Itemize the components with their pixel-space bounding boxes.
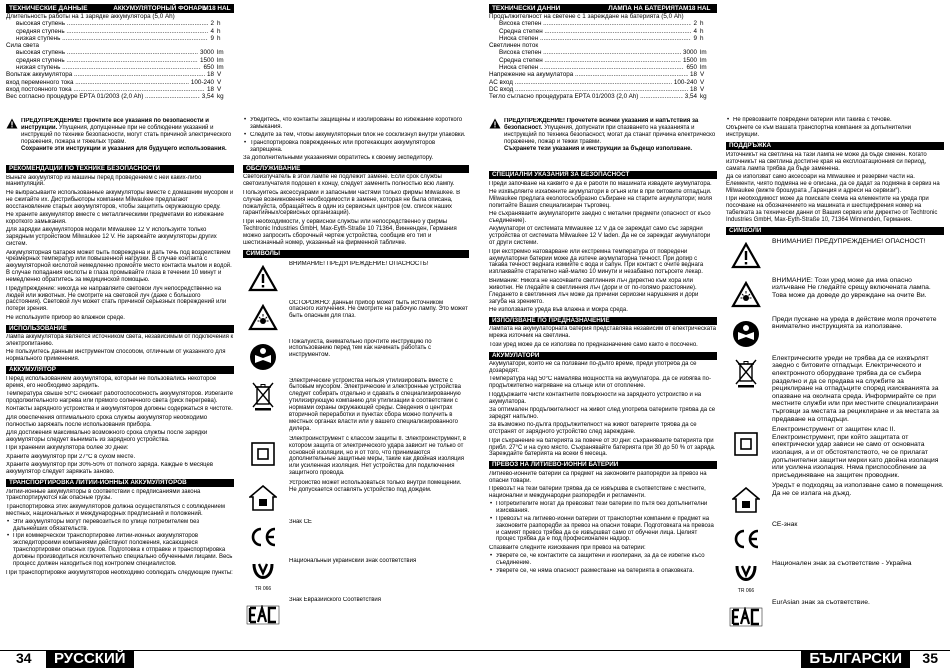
spec-label: Ниска степен ..... — [489, 35, 691, 42]
symbol-text: Знак CE — [289, 519, 312, 526]
spec-row — [489, 71, 717, 78]
spec-unit: h — [217, 27, 221, 35]
spec-label: Ниска степен ..... — [489, 64, 684, 71]
symbol-row — [243, 558, 469, 594]
spec-value: 650 — [203, 64, 214, 72]
spec-row — [6, 28, 234, 35]
paragraph: Предупреждение: никогда не направляйте световой луч непосредственно на людей или животных. Не смотрите на световой луч (даже с большого расстояния). Световой луч может стать причиной серьезных повреждений или потери зрения. — [6, 285, 227, 313]
spec-row — [6, 13, 234, 20]
spec-unit: V — [700, 71, 705, 79]
bullet-item: • При коммерческой транспортировке литий-ионных аккумуляторов экспедиторскими компаниями действуют положения, касающиеся транспортировки опасных грузов. Подготовка к отправке и транспортировка должны производиться исключительно специально обученными лицами. Весь процесс должен находиться под контролем специалистов. — [6, 533, 234, 568]
section-heading: АКУМУЛАТОРИ — [489, 352, 717, 360]
spec-row — [6, 35, 234, 42]
ce-mark-icon — [243, 519, 283, 555]
paragraph: Внимание: Никога не насочвайте светлинния лъч директно към хора или животни. Не гледайте в светлинния лъч (дори и от по-голямо разстояние). Гледането в светлинния лъч може да причини сериозни нарушения и дори загуба на зрението. — [489, 277, 699, 305]
symbol-row — [243, 597, 469, 633]
spec-row — [489, 28, 717, 35]
paragraph: За дополнительными указаниями обратитесь к своему экспедитору. — [243, 155, 434, 162]
paragraph: Този уред може да се използва по предназначение само както е посочено. — [489, 341, 698, 348]
spec-value: 1500 — [199, 56, 214, 64]
spec-header — [6, 4, 234, 13]
warning-block — [489, 118, 717, 153]
paragraph: Храните аккумулятор при 27°C в сухом месте. — [6, 453, 136, 460]
page-language: РУССКИЙ — [46, 650, 134, 668]
spec-label: высокая ступень ..... — [6, 49, 198, 56]
spec-rows — [489, 13, 717, 101]
spec-header-product: ЛАМПА НА БАТЕРИЯТА — [608, 5, 684, 12]
paragraph: Пользуйтесь аксессуарами и запасными частями только фирмы Milwaukee. В случае возникновения необходимости в замене, которая не была описана, пожалуйста, обращайтесь в один из сервисных центров (см. список наших гарантийных/сервисных организаций). — [243, 189, 461, 217]
ce-mark-icon — [726, 521, 766, 557]
symbol-text: Устройство может использоваться только внутри помещений. Не допускается оставлять устройство под дождем. — [289, 480, 462, 494]
spec-label: Вольтаж аккумулятора ..... — [6, 71, 205, 78]
spec-unit: V — [700, 85, 705, 93]
spec-row — [489, 42, 717, 49]
paragraph: За възможно по-дълга продължителност на живот батериите трябва да се отстранят от зарядното устройство след зареждане. — [489, 422, 697, 436]
spec-unit: h — [700, 34, 704, 42]
warning-block — [6, 118, 234, 153]
paragraph: Светоизлучатель в этой лампе не подлежит замене. Если срок службы светоизлучателя подошел к концу, следует заменить полностью всю лампу. — [243, 174, 455, 188]
section-heading: РЕКОМЕНДАЦИИ ПО ТЕХНИКЕ БЕЗОПАСНОСТИ — [6, 165, 234, 173]
spec-header-title: ТЕХНИЧЕСКИ ДАННИ — [492, 5, 561, 12]
spec-unit: lm — [700, 49, 707, 57]
warning-text — [504, 118, 717, 153]
symbol-row — [243, 261, 469, 297]
paragraph: Не выбрасывайте использованные аккумуляторы вместе с домашним мусором и не сжигайте их. Дистрибьюторы компании Milwaukee предлагают восстановление старых аккумуляторов, чтобы защитить окружающую среду. — [6, 189, 234, 210]
spec-row — [6, 42, 234, 49]
spec-unit: lm — [700, 56, 707, 64]
symbol-row — [726, 238, 944, 274]
spec-value: 650 — [686, 64, 697, 72]
spec-row — [6, 79, 234, 86]
weee-bin-icon — [726, 355, 766, 391]
spec-label: низкая ступень ..... — [6, 64, 201, 71]
paragraph: При необходимост може да поискате схема на елементите на уреда при посочване на обозначението на машината и шестцифрения номер на табелката за технически данни от Вашия сервиз или директно от Techtronic Industries GmbH, Max-Eyth-Straße 10, 71364 Winnenden, Германия. — [726, 196, 938, 223]
spec-label: вход переменного тока ..... — [6, 79, 189, 86]
spec-value: 18 — [689, 85, 697, 93]
spec-row — [489, 64, 717, 71]
warning-triangle-icon — [489, 118, 501, 129]
paragraph: Не храните аккумулятор вместе с металлическими предметами во избежание короткого замыкания. — [6, 212, 224, 225]
spec-label: высокая ступень ..... — [6, 20, 208, 27]
spec-rows — [6, 13, 234, 101]
paragraph: Для обеспечения оптимального срока службы аккумулятор необходимо полностью заряжать после использования прибора. — [6, 414, 208, 428]
paragraph: Перед использованием аккумулятора, который не пользовались некоторое время, его необходимо зарядить. — [6, 375, 217, 389]
symbol-text: Електрическите уреди не трябва да се изхвърлят заедно с битовите отпадъци. Електрическото и електронното оборудване трябва да се събира разделно и да се предава на службите за рециклиране на отпадъците според изискванията за опазване на околната среда. Информирайте се при местните служби или при местните специализирани търговци за местата за рециклиране и за местата за предаване на отпадъци. — [772, 354, 939, 423]
symbols-list — [243, 261, 469, 634]
column-2 — [726, 116, 944, 642]
paragraph: Източникът на светлина на тази лампа не може да бъде сменен. Когато източникът на светлина достигне края на експлоатационния си период, самата лампа трябва да бъде заменена. — [726, 151, 927, 172]
spec-label: Вес согласно процедуре EPTA 01/2003 (2,0 Ah) ..... — [6, 93, 200, 100]
paragraph: Лампа аккумулятора является источником света, независимым от подключения к электропитанию. — [6, 334, 234, 348]
bullet-item: • Убедитесь, что контакты защищены и изолированы во избежание короткого замыкания. — [243, 117, 469, 131]
symbol-text: ВНИМАНИЕ! ПРЕДУПРЕЖДЕНИЕ! ОПАСНОСТЬ! — [289, 260, 429, 267]
spec-label: вход постоянного тока ..... — [6, 86, 205, 93]
symbol-text: ВНИМАНИЕ! ПРЕДУПРЕЖДЕНИЕ! ОПАСНОСТ! — [772, 237, 926, 245]
light-warning-icon — [726, 277, 766, 313]
symbol-row — [726, 426, 944, 479]
bullet-item: • Не превозвайте повредени батерии или такива с течове. — [726, 117, 944, 124]
spec-row — [489, 49, 717, 56]
spec-row — [489, 35, 717, 42]
spec-label: Напрежение на акумулатора ..... — [489, 71, 688, 78]
page-footer — [475, 650, 950, 670]
spec-value: 3000 — [682, 49, 697, 57]
paragraph: Да се използват само аксесоари на Milwaukee и резервни части на. Елементи, чиято подмяна не е описана, да се дадат за подмяна в сервиз на Milwaukee (вижте брошурата „Гаранция и адреси на сервизи“). — [726, 173, 940, 194]
bullet-item: • Уверете се, че няма опасност разместване на батерията в опаковката. — [489, 568, 717, 575]
warning-triangle-icon — [6, 118, 18, 129]
paragraph: При транспортировке аккумуляторов необходимо соблюдать следующие пункты: — [6, 569, 233, 576]
spec-value: 2 — [210, 20, 214, 28]
eac-mark-icon — [243, 597, 283, 633]
spec-unit: lm — [217, 49, 224, 57]
spec-header-product: АККУМУЛЯТОРНЫЙ ФОНАРЬ — [113, 5, 207, 12]
symbol-text: ОСТОРОЖНО: данный прибор может быть источником опасного излучения. Не смотрите на рабочую лампу. Это может быть опасным для глаз. — [289, 299, 468, 320]
paragraph: Лампата на акумулаторната батерия представлява независим от електрическата мрежа източник на светлина. — [489, 326, 716, 340]
safety-warning — [489, 118, 717, 153]
section-heading: СИМВОЛЫ — [243, 250, 469, 258]
spec-row — [6, 93, 234, 100]
spec-label: низкая ступень ..... — [6, 35, 208, 42]
spec-unit — [214, 42, 234, 49]
section-heading: ИЗПОЛЗВАНЕ ПО ПРЕДНАЗНАЧЕНИЕ — [489, 317, 717, 325]
symbol-row — [243, 300, 469, 336]
spec-unit: V — [700, 78, 705, 86]
spec-unit: kg — [700, 93, 707, 101]
symbol-row — [726, 521, 944, 557]
class-ii-icon — [243, 436, 283, 472]
spec-value: 4 — [210, 27, 214, 35]
spec-value: 3,54 — [201, 93, 214, 101]
class-ii-icon — [726, 426, 766, 462]
symbol-row — [243, 378, 469, 433]
read-manual-icon — [726, 316, 766, 352]
spec-row — [489, 79, 717, 86]
spec-row — [6, 71, 234, 78]
spec-row — [489, 57, 717, 64]
spec-label: AC вход ..... — [489, 79, 672, 86]
spec-unit: h — [217, 34, 221, 42]
spec-value: 100-240 — [673, 78, 697, 86]
spec-label: Продължителност на светене с 1 зареждане на батерията (5,0 Ah) — [489, 13, 684, 20]
weee-bin-icon — [243, 378, 283, 414]
spec-unit — [697, 42, 717, 49]
page-footer — [0, 650, 475, 670]
paragraph: За оптимален продължителност на живот след употреба батериите трябва да се заредят напълно. — [489, 406, 716, 420]
symbol-row — [243, 480, 469, 516]
spec-row — [489, 20, 717, 27]
spec-unit: V — [217, 78, 222, 86]
ua-conformity-icon — [726, 560, 766, 596]
spec-unit: lm — [217, 64, 224, 72]
spec-unit — [214, 13, 234, 20]
spec-table — [489, 4, 717, 101]
spec-header-model: M18 HAL — [203, 5, 231, 12]
symbol-text: Национален знак за съответствие - Украйна — [772, 560, 912, 568]
column-1 — [6, 162, 234, 642]
symbol-text: Национальный украинский знак соответствия — [289, 558, 417, 565]
paragraph: Температура свыше 50°C снижает работоспособность аккумуляторов. Избегайте продолжительного нагрева или прямого солнечного света (риск перегрева). — [6, 391, 233, 404]
paragraph: Для зарядки аккумуляторов модели Milwaukee 12 V используйте только зарядным устройством Milwaukee 12 V. Не заряжайте аккумуляторы других систем. — [6, 227, 217, 248]
warning-body: Упущения, допущенные при не соблюдении указаний и инструкций по технике безопасности, могут стать причиной электрического поражения, пожара и тяжелых травм. — [21, 124, 232, 145]
spec-unit: h — [700, 20, 704, 28]
spec-value: 9 — [210, 34, 214, 42]
spec-label: Висока степен ..... — [489, 20, 691, 27]
paragraph: Обърнете се към Вашата транспортна компания за допълнителни инструкции. — [726, 125, 911, 139]
paragraph: Не пользуйтесь данным инструментом способом, отличным от указанного для нормального применения. — [6, 349, 226, 363]
paragraph: Выньте аккумулятор из машины перед проведением с ней каких-либо манипуляций. — [6, 174, 202, 188]
paragraph: Транспортировка этих аккумуляторов должна осуществляться с соблюдением местных, национальных и международных предписаний и положений. — [6, 503, 225, 517]
bullet-item: • Уверете се, че контактите са защитени и изолирани, за да се избегне късо съединение. — [489, 553, 717, 567]
paragraph: Аккумуляторная батарея может быть повреждена и дать течь под воздействием чрезмерных температур или повышенной нагрузки. В случае контакта с аккумуляторной кислотой немедленно промойте место контакта мылом и водой. В случае попадания кислоты в глаза промывайте глаза в течении 10 минут и немедленно обратитесь за медицинской помощью. — [6, 249, 232, 284]
symbol-row — [726, 355, 944, 423]
page-number: 35 — [922, 650, 938, 666]
spec-header-title: ТЕХНИЧЕСКИЕ ДАННЫЕ — [9, 5, 88, 12]
spec-unit: h — [217, 20, 221, 28]
symbol-text: Электроинструмент с классом защиты II. Электроинструмент, в котором защита от электрического удара зависит не только от основной изоляции, но и от того, что принимаются дополнительные защитные меры, такие как двойная изоляция или усиленная изоляция. Нет устройства для подключения защитного провода. — [289, 435, 467, 477]
spec-value: 18 — [206, 85, 214, 93]
paragraph: Температура над 50°C намалява мощността на акумулатора. Да се избягва по-продължително нагряване на слънце или от отопление. — [489, 376, 711, 390]
paragraph: Не използвайте уреда във влажна и мокра среда. — [489, 306, 628, 313]
spec-unit — [697, 13, 717, 20]
spec-label: Средна степен ..... — [489, 57, 681, 64]
section-heading: АККУМУЛЯТОР — [6, 366, 234, 374]
warning-title: ПРЕДУПРЕЖДЕНИЕ! Прочетете всички указания и напътствия за безопасност. — [504, 118, 699, 131]
symbol-row — [726, 316, 944, 352]
symbol-text: Электрические устройства нельзя утилизировать вместе с бытовым мусором. Электрические и электронные устройства следует собирать отдельно и сдавать в специализированную утилизирующую компанию для утилизации в соответствии с нормами охраны окружающей среды. Сведения о центрах вторичной переработки и пунктах сбора можно получить в местных органах власти или у вашего специализированного дилера. — [289, 377, 461, 432]
ua-conformity-icon — [243, 558, 283, 594]
spec-row — [6, 20, 234, 27]
symbol-text: Знак Евразийского Соответствия — [289, 597, 382, 604]
paragraph: Храните аккумулятор при 30%-50% от полного заряда. Каждые 6 месяцев аккумулятор следует заряжать заново. — [6, 462, 214, 476]
read-manual-icon — [243, 339, 283, 375]
section-heading: СПЕЦИАЛНИ УКАЗАНИЯ ЗА БЕЗОПАСНОСТ — [489, 171, 717, 179]
spec-unit: lm — [217, 56, 224, 64]
spec-value: 18 — [689, 71, 697, 79]
spec-unit: V — [217, 85, 222, 93]
page-right — [475, 0, 950, 670]
spec-row — [489, 13, 717, 20]
paragraph: Поддържайте чисти контактните повърхности на зарядното устройство и на акумулатора. — [489, 391, 702, 405]
warning-text — [21, 118, 234, 153]
indoor-use-icon — [726, 482, 766, 518]
spec-value: 3,54 — [684, 93, 697, 101]
symbols-list — [726, 238, 944, 636]
symbol-text: CE-знак — [772, 521, 798, 529]
spec-value: 9 — [693, 34, 697, 42]
spec-label: средняя ступень ..... — [6, 28, 208, 35]
spec-row — [489, 93, 717, 100]
spec-value: 1500 — [682, 56, 697, 64]
symbol-text: Уредът е подходящ за използване само в помещения. Да не се излага на дъжд. — [772, 482, 944, 497]
paragraph: Акумулатори от системата Milwaukee 12 V да се зареждат само със зарядни устройства от системата Milwaukee 12 V laden. Да не се зареждат акумулатори от други системи. — [489, 226, 711, 247]
warning-body: Упущения, допуснати при спазването на указанията и инструкцiий по техника безопасност, могат да станат причина електрическо поражение, пожар и тежки травми. — [504, 124, 716, 145]
spec-label: DC вход ..... — [489, 86, 688, 93]
symbol-row — [726, 482, 944, 518]
section-heading: ИСПОЛЬЗОВАНИЕ — [6, 325, 234, 333]
paragraph: Контакты зарядного устройства и аккумуляторов должны содержаться в чистоте. — [6, 406, 233, 413]
symbol-text: ВНИМАНИЕ: Този уред може да има опасно излъчване Не гледайте срещу включената лампа. Това може да доведе до увреждане на очите Ви. — [772, 276, 931, 299]
svg-text:TR 066: TR 066 — [737, 588, 755, 595]
symbol-row — [243, 519, 469, 555]
column-1 — [489, 168, 717, 642]
column-2-text — [243, 117, 469, 258]
spec-unit: lm — [700, 64, 707, 72]
spec-table — [6, 4, 234, 101]
spec-unit: h — [700, 27, 704, 35]
spec-label: Средна степен ..... — [489, 28, 691, 35]
spec-row — [6, 49, 234, 56]
section-heading: ТРАНСПОРТИРОВКА ЛИТИЙ-ИОННЫХ АККУМУЛЯТОРОВ — [6, 479, 234, 487]
paragraph: Акумулатори, които не са ползвани по-дълго време, преди употреба да се дозаредят. — [489, 361, 697, 374]
spec-label: средняя ступень ..... — [6, 57, 198, 64]
paragraph: Спазвайте следните изисквания при превоз на батерии: — [489, 544, 646, 551]
safety-warning — [6, 118, 234, 153]
paragraph: Не используйте прибор во влажной среде. — [6, 314, 125, 321]
symbol-row — [243, 436, 469, 477]
paragraph: При съхранение на батерията за повече от 30 дни: съхранявайте батерията при прибл. 27°C и на сухо място. Съхранявайте батерията при 30 до 50 % от заряда. Зареждайте батерията на всеки 6 месеца. — [489, 437, 716, 458]
paragraph: При хранении аккумулятора более 30 дней: — [6, 445, 129, 452]
paragraph: При екстремно натоварване или екстремна температура от повредени акумулаторни батерии може да изтече акумулаторна течност. При допир с такава течност веднага измийте с вода и сапун. При контакт с очите веднага изплаквайте старателно най-малко 10 минути и незабавно потърсете лекар. — [489, 248, 704, 276]
spec-row — [6, 86, 234, 93]
symbol-text: Електроинструмент от защитен клас II. Електроинструмент, при който защитата от електрически удар зависи не само от основната изолация, а и от обстоятелството, че се прилагат допълнителни защитни мерки като двойна изолация или усилена изолация. Няма приспособление за присъединяване на защитен проводник. — [772, 426, 939, 479]
spec-header — [489, 4, 717, 13]
spec-unit: kg — [217, 93, 224, 101]
page-number: 34 — [16, 650, 32, 666]
bullet-item: • Транспортировка поврежденных или протекающих аккумуляторов запрещена. — [243, 140, 469, 154]
warning-triangle-icon — [726, 238, 766, 274]
symbol-text: Преди пускане на уреда в действие моля прочетете внимателно инструкцията за използване. — [772, 315, 937, 331]
column-2 — [243, 116, 469, 642]
bullet-item: • Эти аккумуляторы могут перевозиться по улице потребителем без дальнейших обязательств. — [6, 519, 234, 533]
page-language: БЪЛГАРСКИ — [801, 650, 910, 668]
spec-value: 100-240 — [190, 78, 214, 86]
bullet-item: • Потребителите могат да превозват тези батерии по пътя без допълнителни изисквания. — [489, 501, 717, 515]
spec-row — [489, 86, 717, 93]
symbol-row — [726, 560, 944, 596]
paragraph: При необходимости, у сервисной службы или непосредственно у фирмы Techtronic Industries GmbH, Max-Eyth-Straße 10 71364, Винненден, Германия можно запросить сборочный чертеж устройства, сообщив его тип и шестизначный номер, указанный на фирменной табличке. — [243, 218, 457, 246]
warning-keep: Съхранете тези указания и инструкции за бъдещо използване. — [504, 145, 693, 152]
symbol-text: Пожалуйста, внимательно прочтите инструкцию по использованию перед тем как начинать работать с инструментом. — [289, 338, 432, 359]
bullet-item: • Следите за тем, чтобы аккумуляторный блок не сосклизнул внутри упаковки. — [243, 132, 469, 139]
column-2-text — [726, 117, 944, 235]
spec-label: Светлинен поток — [489, 42, 539, 50]
spec-header-model: M18 HAL — [683, 5, 711, 12]
spec-label: Сила света — [6, 42, 40, 50]
eac-mark-icon — [726, 599, 766, 635]
symbol-row — [243, 339, 469, 375]
spec-label: Длительность работы на 1 зарядке аккумулятора (5,0 Ah) — [6, 13, 175, 20]
light-warning-icon — [243, 300, 283, 336]
bullet-item: • Превозът на литиево-йонни батерии от транспортни компании е предмет на законовите разпоредби за превоз на опасни товари. Подготовката на превоза и самият превоз трябва да се извършват само от обучени лица. Целият процес трябва да е под професионален надзор. — [489, 516, 717, 544]
spec-label: Висока степен ..... — [489, 49, 681, 56]
paragraph: Для достижения максимально возможного срока службы после зарядки аккумуляторы следует вынимать из зарядного устройства. — [6, 430, 208, 443]
spec-value: 2 — [693, 20, 697, 28]
warning-triangle-icon — [243, 261, 283, 297]
paragraph: Преди започване на каквито е да е работи по машината извадете акумулатора. — [489, 180, 712, 187]
paragraph: Литий-ионные аккумуляторы в соответствии с предписаниями закона транспортируются как опасные грузы. — [6, 488, 201, 502]
spec-value: 3000 — [199, 49, 214, 57]
spec-value: 4 — [693, 27, 697, 35]
spec-value: 18 — [206, 71, 214, 79]
paragraph: Не изхвърляйте изхабените акумулатори в огъня или в при битовите отпадъци. Milwaukee предлага екологосъобразно събиране на старите акумулатори; моля попитайте Вашия специализиран търговец. — [489, 188, 713, 209]
indoor-use-icon — [243, 480, 283, 516]
paragraph: Превозът на тези батерии трябва да се извършва в съответствие с местните, национални и международни разпоредби и регламенти. — [489, 486, 706, 500]
spec-unit: V — [217, 71, 222, 79]
warning-title: ПРЕДУПРЕЖДЕНИЕ! Прочтите все указания по безопасности и инструкции. — [21, 118, 209, 131]
section-heading: ОБСЛУЖИВАНИЕ — [243, 165, 469, 173]
section-heading: СИМВОЛИ — [726, 227, 944, 235]
spec-row — [6, 57, 234, 64]
spec-row — [6, 64, 234, 71]
symbol-row — [726, 277, 944, 313]
symbol-text: EurAsian знак за съответствие. — [772, 599, 870, 607]
spec-label: Тегло съгласно процедурата EPTA 01/2003 (2,0 Ah) ..... — [489, 93, 683, 100]
section-heading: ПРЕВОЗ НА ЛИТИЕВО-ЙОННИ БАТЕРИИ — [489, 461, 717, 469]
section-heading: ПОДДРЪЖКА — [726, 142, 944, 150]
symbol-row — [726, 599, 944, 635]
warning-keep: Сохраните эти инструкции и указания для будущего использования. — [21, 145, 227, 152]
svg-text:TR 066: TR 066 — [254, 586, 272, 593]
paragraph: Не съхранявайте акумулаторите заедно с метални предмети (опасност от късо съединение). — [489, 211, 711, 225]
paragraph: Литиево-йонните батерии са предмет на законовите разпоредби за превоз на опасни товари. — [489, 470, 707, 484]
